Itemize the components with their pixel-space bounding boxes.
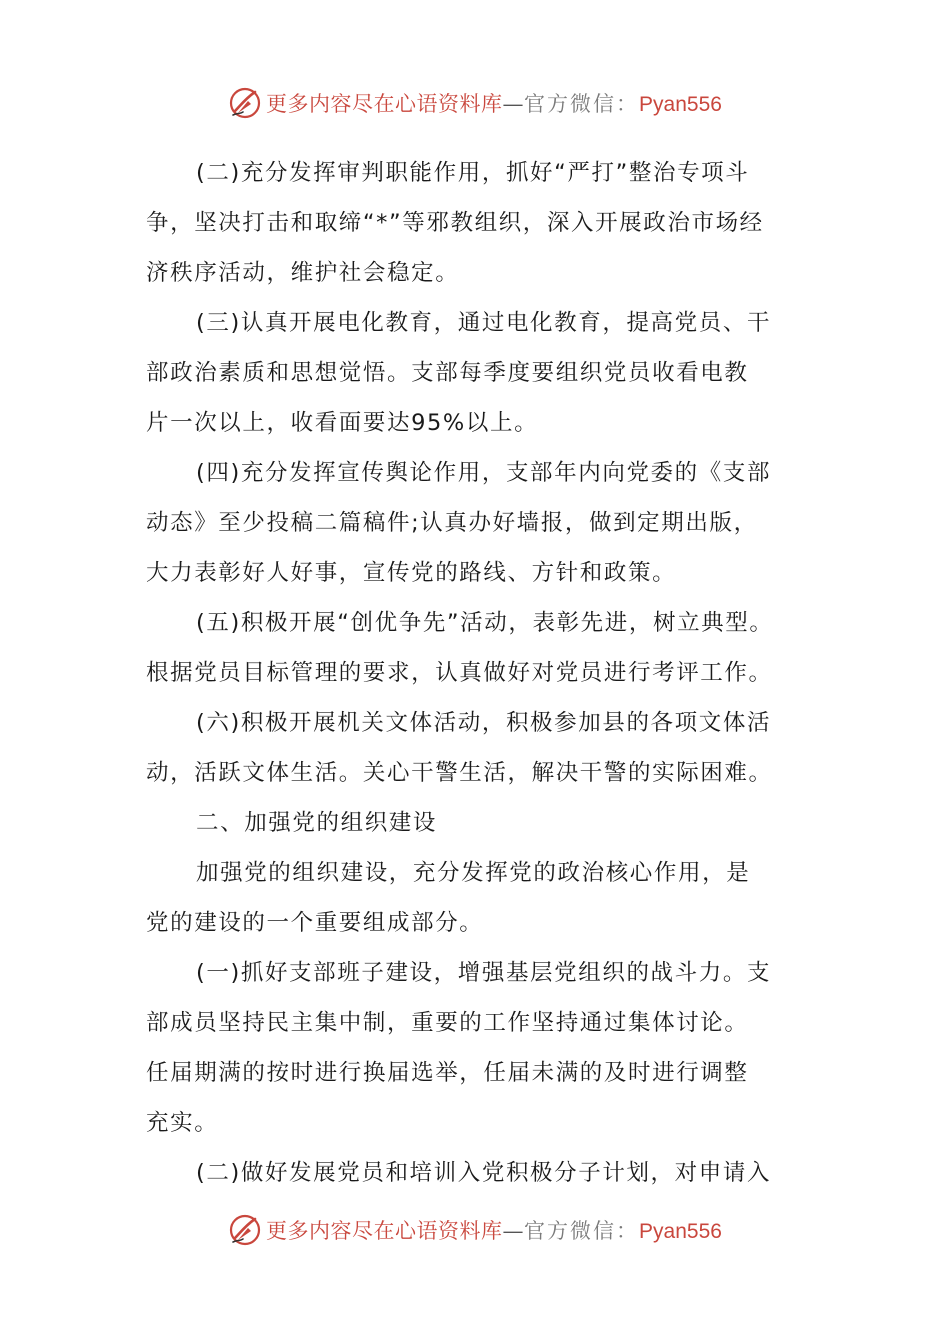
footer-watermark-banner xyxy=(0,1210,950,1250)
text-line: 部成员坚持民主集中制，重要的工作坚持通过集体讨论。 xyxy=(146,1010,749,1036)
banner-wechat-id: Pyan556 xyxy=(639,1220,722,1243)
text-line: 动态》至少投稿二篇稿件;认真办好墙报，做到定期出版， xyxy=(146,510,758,536)
text-line: 任届期满的按时进行换届选举，任届未满的及时进行调整 xyxy=(146,1060,749,1086)
text-line: 片一次以上，收看面要达95%以上。 xyxy=(146,410,539,436)
text-line: (四)充分发挥宣传舆论作用，支部年内向党委的《支部 xyxy=(196,460,772,486)
banner-main-text: 更多内容尽在心语资料库 xyxy=(266,92,503,116)
pen-circle-logo-icon xyxy=(228,1213,262,1247)
text-line: 争，坚决打击和取缔“*”等邪教组织，深入开展政治市场经 xyxy=(146,210,764,236)
pen-circle-logo-icon xyxy=(228,86,262,120)
banner-wechat-label: 官方微信： xyxy=(524,92,640,116)
text-line: (一)抓好支部班子建设，增强基层党组织的战斗力。支 xyxy=(196,960,772,986)
text-line: 动，活跃文体生活。关心干警生活，解决干警的实际困难。 xyxy=(146,760,773,786)
banner-dash: — xyxy=(502,92,525,116)
banner-text xyxy=(266,1215,722,1245)
banner-wechat-id: Pyan556 xyxy=(639,93,722,116)
text-line: 根据党员目标管理的要求，认真做好对党员进行考评工作。 xyxy=(146,660,773,686)
text-line: (六)积极开展机关文体活动，积极参加县的各项文体活 xyxy=(196,710,772,736)
banner-wechat-label: 官方微信： xyxy=(524,1219,640,1243)
banner-main-text: 更多内容尽在心语资料库 xyxy=(266,1219,503,1243)
text-line: 部政治素质和思想觉悟。支部每季度要组织党员收看电教 xyxy=(146,360,749,386)
text-line: 充实。 xyxy=(146,1110,219,1136)
banner-dash: — xyxy=(502,1219,525,1243)
text-line: (三)认真开展电化教育，通过电化教育，提高党员、干 xyxy=(196,310,772,336)
document-body xyxy=(146,148,808,1198)
text-line: 党的建设的一个重要组成部分。 xyxy=(146,910,484,936)
text-line: 大力表彰好人好事，宣传党的路线、方针和政策。 xyxy=(146,560,677,586)
text-line: (二)充分发挥审判职能作用，抓好“严打”整治专项斗 xyxy=(196,160,750,186)
text-line: 加强党的组织建设，充分发挥党的政治核心作用，是 xyxy=(196,860,751,886)
text-line: 二、加强党的组织建设 xyxy=(196,810,438,836)
text-line: (二)做好发展党员和培训入党积极分子计划，对申请入 xyxy=(196,1160,772,1186)
header-watermark-banner xyxy=(0,83,950,123)
banner-text xyxy=(266,88,722,118)
text-line: 济秩序活动，维护社会稳定。 xyxy=(146,260,460,286)
text-line: (五)积极开展“创优争先”活动，表彰先进，树立典型。 xyxy=(196,610,774,636)
